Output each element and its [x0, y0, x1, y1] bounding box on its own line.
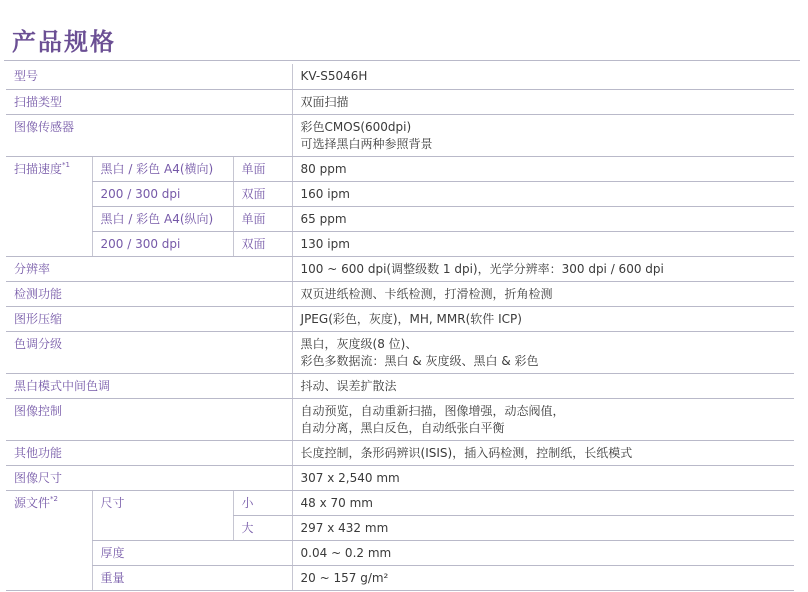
duplex-label: 双面: [233, 231, 292, 256]
spec-row-speed: [6, 156, 794, 181]
spec-value: 307 x 2,540 mm: [292, 465, 794, 490]
spec-value-line: 自动预览，自动重新扫描，图像增强，动态阀值，: [300, 403, 565, 418]
spec-value: 130 ipm: [292, 231, 794, 256]
spec-value: [292, 114, 794, 156]
spec-label-text: 源文件: [14, 495, 51, 510]
spec-label: 图像传感器: [6, 114, 292, 156]
spec-value: 297 x 432 mm: [292, 515, 794, 540]
spec-row-tone: [6, 331, 794, 373]
spec-value: 双页进纸检测、卡纸检测，打滑检测，折角检测: [292, 281, 794, 306]
spec-label: 图像尺寸: [6, 465, 292, 490]
speed-landscape-dpi: 200 / 300 dpi: [92, 181, 233, 206]
spec-value: 80 ppm: [292, 156, 794, 181]
spec-value: 65 ppm: [292, 206, 794, 231]
spec-row-source: [6, 540, 794, 565]
spec-row-image-control: [6, 398, 794, 440]
spec-value: 160 ipm: [292, 181, 794, 206]
spec-label-source: [6, 490, 92, 590]
spec-row-detection: [6, 281, 794, 306]
spec-label: 检测功能: [6, 281, 292, 306]
duplex-label: 双面: [233, 181, 292, 206]
spec-value: JPEG(彩色，灰度)，MH, MMR(软件 ICP): [292, 306, 794, 331]
spec-row-speed: [6, 231, 794, 256]
spec-label-speed: [6, 156, 92, 256]
spec-value: 100 ~ 600 dpi(调整级数 1 dpi)，光学分辨率：300 dpi / 600 dpi: [292, 256, 794, 281]
spec-value-line: 黑白，灰度级(8 位)、: [300, 336, 418, 351]
spec-row-sensor: [6, 114, 794, 156]
spec-row-source: [6, 490, 794, 515]
spec-label: 图像控制: [6, 398, 292, 440]
spec-value: 抖动、误差扩散法: [292, 373, 794, 398]
spec-row-resolution: [6, 256, 794, 281]
spec-label: 扫描类型: [6, 89, 292, 114]
spec-row-speed: [6, 206, 794, 231]
spec-label-text: 扫描速度: [14, 161, 63, 176]
spec-row-image-size: [6, 465, 794, 490]
source-size-label: 尺寸: [92, 490, 233, 540]
spec-row-other: [6, 440, 794, 465]
spec-value-line: 可选择黑白两种参照背景: [300, 136, 433, 151]
spec-value: 长度控制，条形码辨识(ISIS)，插入码检测，控制纸，长纸模式: [292, 440, 794, 465]
spec-table: [6, 64, 794, 591]
source-large-label: 大: [233, 515, 292, 540]
spec-value-line: 彩色多数据流：黑白 & 灰度级、黑白 & 彩色: [300, 353, 539, 368]
spec-label: 黑白模式中间色调: [6, 373, 292, 398]
spec-label: 色调分级: [6, 331, 292, 373]
spec-value-line: 自动分离，黑白反色，自动纸张白平衡: [300, 420, 505, 435]
spec-row-halftone: [6, 373, 794, 398]
spec-row-model: [6, 64, 794, 89]
spec-label: 分辨率: [6, 256, 292, 281]
source-thickness-label: 厚度: [92, 540, 292, 565]
spec-value-line: 彩色CMOS(600dpi): [300, 119, 412, 134]
simplex-label: 单面: [233, 206, 292, 231]
page-title: 产品规格: [12, 28, 116, 56]
spec-row-compression: [6, 306, 794, 331]
title-divider: [4, 60, 800, 61]
source-small-label: 小: [233, 490, 292, 515]
spec-label: 图形压缩: [6, 306, 292, 331]
spec-value: 0.04 ~ 0.2 mm: [292, 540, 794, 565]
source-weight-label: 重量: [92, 565, 292, 590]
spec-value: KV-S5046H: [292, 64, 794, 89]
spec-row-speed: [6, 181, 794, 206]
spec-value: 20 ~ 157 g/m²: [292, 565, 794, 590]
spec-row-source: [6, 565, 794, 590]
simplex-label: 单面: [233, 156, 292, 181]
footnote-mark: *2: [50, 494, 58, 503]
spec-row-scan-type: [6, 89, 794, 114]
spec-label: 型号: [6, 64, 292, 89]
speed-portrait-mode: 黑白 / 彩色 A4(纵向): [92, 206, 233, 231]
speed-landscape-mode: 黑白 / 彩色 A4(横向): [92, 156, 233, 181]
spec-value: [292, 331, 794, 373]
spec-value: 48 x 70 mm: [292, 490, 794, 515]
spec-label: 其他功能: [6, 440, 292, 465]
speed-portrait-dpi: 200 / 300 dpi: [92, 231, 233, 256]
spec-value: [292, 398, 794, 440]
footnote-mark: *1: [62, 160, 70, 169]
spec-value: 双面扫描: [292, 89, 794, 114]
